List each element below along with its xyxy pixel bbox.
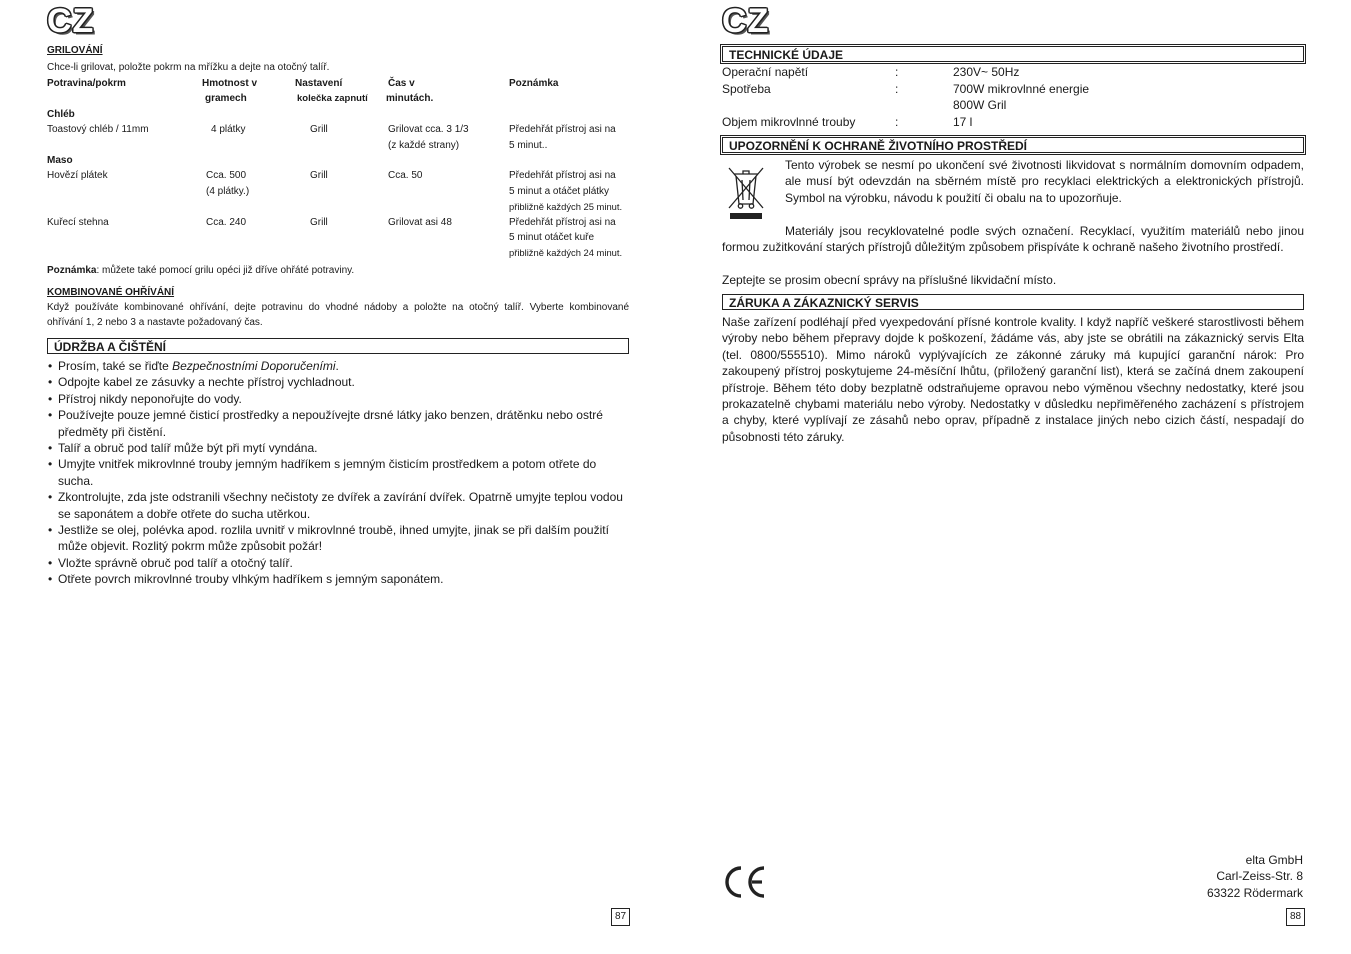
grill-footnote bbox=[47, 263, 354, 278]
cell-weight: Cca. 500 bbox=[206, 170, 247, 182]
list-item: • Zkontrolujte, zda jste odstranili všechny nečistoty ze dvířek a zavírání dvířek. Opatrně umyjte teplou vodou se saponátem a dobře otřete do sucha utěrkou. bbox=[48, 489, 623, 522]
spec-row bbox=[722, 81, 1304, 98]
table-header-row-2 bbox=[47, 91, 629, 106]
list-item: • Přístroj nikdy neponořujte do vody. bbox=[48, 391, 623, 407]
cell-setting: Grill bbox=[310, 124, 328, 136]
spec-sep: : bbox=[895, 65, 899, 79]
spec-value: 700W mikrovlnné energie bbox=[953, 81, 1090, 96]
cell-time-2: (z každé strany) bbox=[388, 139, 460, 151]
cell-weight: 4 plátky bbox=[211, 124, 246, 136]
item-text-end: . bbox=[335, 359, 339, 373]
item-text: Prosím, také se řiďte bbox=[58, 359, 173, 373]
crossed-bin-icon bbox=[726, 160, 766, 222]
spec-sep: : bbox=[895, 114, 899, 129]
header-setting-2: kolečka zapnutí bbox=[297, 93, 368, 105]
manufacturer-address bbox=[1207, 852, 1303, 901]
cell-food: Hovězí plátek bbox=[47, 170, 108, 182]
maintenance-list bbox=[48, 358, 623, 588]
combo-section-title: KOMBINOVANÉ OHŘÍVÁNÍ bbox=[47, 287, 175, 298]
spec-value: 800W Gril bbox=[953, 98, 1007, 112]
cell-note-2: 5 minut.. bbox=[509, 139, 548, 151]
page-number: 88 bbox=[1286, 908, 1305, 926]
category-label: Maso bbox=[47, 154, 73, 166]
header-weight: Hmotnost v bbox=[202, 78, 257, 89]
combo-line-1: Když používáte kombinované ohřívání, dejte potravinu do vhodné nádoby a položte na otočný talíř. Vyberte kombinované bbox=[47, 302, 629, 313]
header-note: Poznámka bbox=[509, 78, 559, 89]
table-row bbox=[47, 215, 629, 261]
cell-weight-2: (4 plátky.) bbox=[206, 185, 250, 197]
ce-mark-icon bbox=[722, 864, 768, 900]
env-paragraph-2: Materiály jsou recyklovatelné podle svých označení. Recyklací, využitím materiálů nebo jinou formou zužitkování starých přístrojů důležitým způsobem přispíváte k ochraně našeho životního prostředí. bbox=[722, 224, 1304, 255]
header-food: Potravina/pokrm bbox=[47, 78, 126, 89]
cell-note-3: přibližně každých 24 minut. bbox=[509, 247, 623, 259]
table-row bbox=[47, 122, 629, 153]
spec-value: 230V~ 50Hz bbox=[953, 65, 1020, 79]
address-line: 63322 Rödermark bbox=[1206, 885, 1303, 900]
env-paragraph-3: Zeptejte se prosim obecní správy na příslušné likvidační místo. bbox=[722, 273, 1057, 287]
cell-time: Grilovat cca. 3 1/3 bbox=[388, 124, 469, 136]
list-item: • Vložte správně obruč pod talíř a otočný talíř. bbox=[48, 555, 623, 571]
list-item: • Používejte pouze jemné čisticí prostředky a nepoužívejte drsné látky jako benzen, drátěnku nebo ostré předměty při čistění. bbox=[48, 407, 623, 440]
cell-setting: Grill bbox=[310, 170, 328, 182]
grill-section-title: GRILOVÁNÍ bbox=[47, 45, 103, 56]
table-header-row bbox=[47, 76, 629, 91]
env-heading: UPOZORNĚNÍ K OCHRANĚ ŽIVOTNÍHO PROSTŘEDÍ bbox=[722, 137, 1304, 153]
footnote-text: : můžete také pomocí grilu opéci již dříve ohřáté potraviny. bbox=[96, 265, 355, 276]
cell-time: Grilovat asi 48 bbox=[388, 216, 452, 228]
page-number: 87 bbox=[611, 908, 630, 926]
cell-note: Předehřát přístroj asi na bbox=[509, 170, 616, 182]
warranty-heading: ZÁRUKA A ZÁKAZNICKÝ SERVIS bbox=[722, 294, 1304, 310]
table-row bbox=[47, 168, 629, 214]
cell-note-2: 5 minut otáčet kuře bbox=[509, 231, 595, 243]
page-right bbox=[722, 0, 1304, 954]
cell-setting: Grill bbox=[310, 216, 328, 228]
category-bread bbox=[47, 107, 629, 122]
list-item: • Jestliže se olej, polévka apod. rozlila uvnitř v mikrovlnné troubě, ihned umyjte, jinak se při dalším použití může objevit. Rozlitý pokrm může způsobit požár! bbox=[48, 522, 623, 555]
spec-label: Operační napětí bbox=[722, 65, 809, 79]
cell-time: Cca. 50 bbox=[388, 170, 423, 182]
cell-note-2: 5 minut a otáčet plátky bbox=[509, 185, 610, 197]
cell-food: Kuřecí stehna bbox=[47, 216, 109, 228]
spec-value: 17 l bbox=[953, 114, 973, 129]
cell-note: Předehřát přístroj asi na bbox=[509, 216, 616, 228]
header-time: Čas v bbox=[388, 78, 415, 89]
address-line: Carl-Zeiss-Str. 8 bbox=[1216, 869, 1303, 884]
category-label: Chléb bbox=[47, 108, 75, 120]
warranty-text: Naše zařízení podléhají před vyexpedování přísné kontrole kvality. I když napříč veškeré starostlivosti během výroby nebo během přepravy dojde k poškození, žádáme vás, aby jste se obrátili na zákaznický servis Elta (tel. 0800/555510). Mimo nároků vyplývajících ze zákonné záruky má kupující garanční nárok: Pro zakoupený přístroj poskytujeme 24-měsíční lhůtu, (přiložený garanční list), která se začíná dnem zakoupení přístroje. Během této doby bezplatně odstraňujeme opravou nebo výměnou všechny nedostatky, které jsou prokazatelně chybami materiálu nebo výroby. Nedostatky v důsledku nepřiměřeného zacházení s přístrojem a chyby, které vyplívají ze zásahů nebo oprav, případně z instalace jiných nebo cizich částí, nespadají do působnosti této záruky. bbox=[722, 315, 1304, 444]
list-item: • Otřete povrch mikrovlnné trouby vlhkým hadříkem s jemným saponátem. bbox=[48, 571, 623, 587]
tech-specs bbox=[722, 64, 1304, 130]
cell-note-3: přibližně každých 25 minut. bbox=[509, 201, 623, 213]
language-badge: CZ bbox=[722, 2, 770, 40]
address-line: elta GmbH bbox=[1245, 853, 1303, 867]
spec-row bbox=[722, 64, 1304, 81]
tech-heading: TECHNICKÉ ÚDAJE bbox=[722, 46, 1304, 62]
list-item: • Talíř a obruč pod talíř může být při mytí vyndána. bbox=[48, 440, 623, 456]
maintenance-heading: ÚDRŽBA A ČIŠTĚNÍ bbox=[47, 338, 629, 354]
spec-row bbox=[722, 97, 1304, 114]
grill-table bbox=[47, 76, 629, 261]
footnote-label: Poznámka bbox=[47, 265, 97, 276]
spec-label: Objem mikrovlnné trouby bbox=[722, 114, 856, 129]
combo-line-2: ohřívání 1, 2 nebo 3 a nastavte požadovaný čas. bbox=[47, 317, 263, 328]
category-meat bbox=[47, 153, 629, 168]
spec-row bbox=[722, 114, 1304, 131]
header-weight-2: gramech bbox=[205, 93, 247, 105]
cell-food: Toastový chléb / 11mm bbox=[47, 124, 149, 136]
spec-label: Spotřeba bbox=[722, 81, 771, 96]
list-item: • Odpojte kabel ze zásuvky a nechte přístroj vychladnout. bbox=[48, 374, 623, 390]
list-item bbox=[48, 358, 623, 374]
grill-intro: Chce-li grilovat, položte pokrm na mřížku a dejte na otočný talíř. bbox=[47, 62, 330, 73]
page-left bbox=[47, 0, 629, 954]
item-emphasis: Bezpečnostními Doporučeními bbox=[172, 359, 336, 373]
cell-note: Předehřát přístroj asi na bbox=[509, 124, 616, 136]
list-item: • Umyjte vnitřek mikrovlnné trouby jemným hadříkem s jemným čisticím prostředkem a potom otřete do sucha. bbox=[48, 456, 623, 489]
env-paragraph-1: Tento výrobek se nesmí po ukončení své životnosti likvidovat s normálním domovním odpadem, ale musí být odevzdán na sběrném místě pro recyklaci elektrických a elektronických přístrojů. Symbol na výrobku, návodu k použití či obalu na to upozorňuje. bbox=[785, 158, 1304, 205]
spec-sep: : bbox=[895, 81, 899, 96]
header-setting: Nastavení bbox=[295, 78, 343, 89]
header-time-2: minutách. bbox=[386, 93, 434, 105]
cell-weight: Cca. 240 bbox=[206, 216, 247, 228]
language-badge: CZ bbox=[47, 2, 95, 40]
